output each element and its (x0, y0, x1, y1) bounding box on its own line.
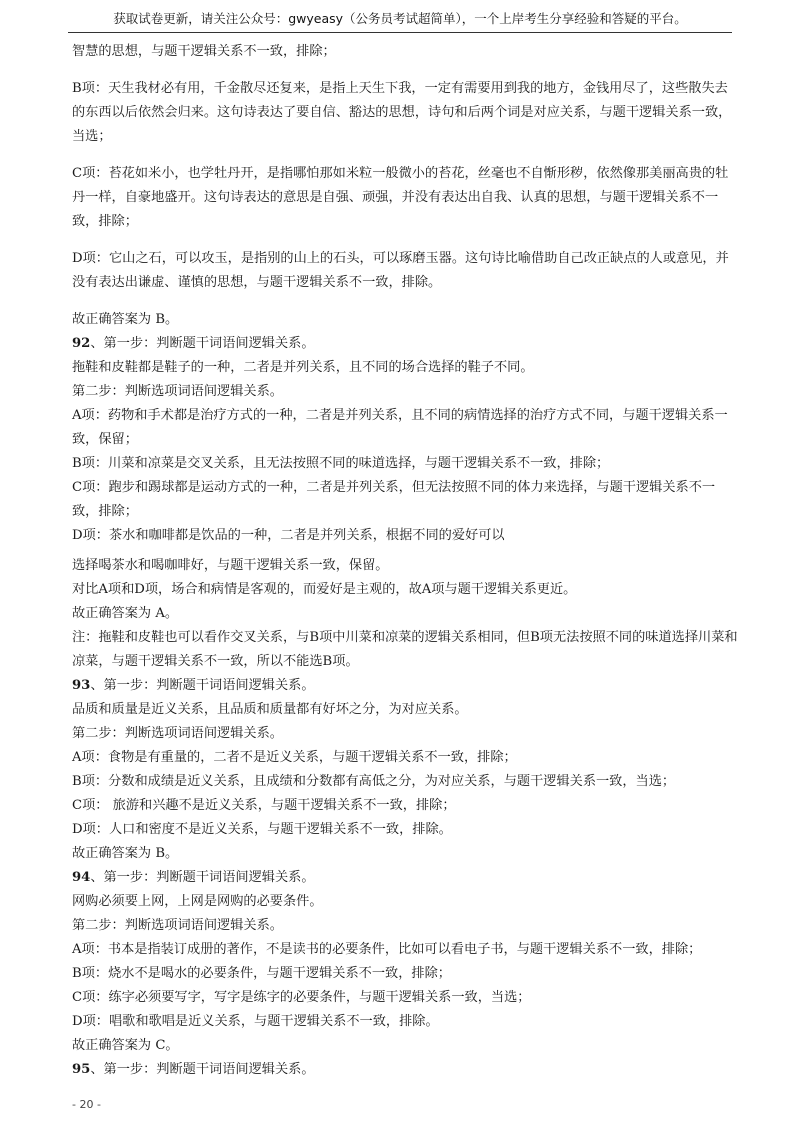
paragraph-text: A项：书本是指装订成册的著作，不是读书的必要条件，比如可以看电子书，与题干逻辑关系不一致，排除； (72, 942, 702, 957)
paragraph-text: 品质和质量是近义关系，且品质和质量都有好坏之分，为对应关系。 (72, 702, 468, 717)
paragraph-text: 故正确答案为 B。 (72, 312, 179, 327)
paragraph (72, 162, 738, 234)
paragraph-text: 第二步：判断选项词语间逻辑关系。 (72, 384, 283, 399)
paragraph (72, 818, 738, 842)
paragraph (72, 554, 738, 578)
paragraph-text: 、第一步：判断题干词语间逻辑关系。 (90, 1062, 315, 1077)
document-body (72, 40, 738, 1082)
paragraph-text: D项：它山之石，可以攻玉，是指别的山上的石头，可以琢磨玉器。这句诗比喻借助自己改正缺点的人或意见，并没有表达出谦虚、谨慎的思想，与题干逻辑关系不一致，排除。 (72, 251, 729, 290)
question-number: 94 (72, 870, 91, 885)
paragraph (72, 476, 738, 524)
paragraph-text: 网购必须要上网，上网是网购的必要条件。 (72, 894, 323, 909)
paragraph-text: 故正确答案为 A。 (72, 606, 179, 621)
paragraph-text: 拖鞋和皮鞋都是鞋子的一种，二者是并列关系，且不同的场合选择的鞋子不同。 (72, 360, 534, 375)
paragraph (72, 1034, 738, 1058)
paragraph-text: 故正确答案为 C。 (72, 1038, 179, 1053)
question-heading (72, 1058, 738, 1082)
paragraph-text: B项：烧水不是喝水的必要条件，与题干逻辑关系不一致，排除； (72, 966, 451, 981)
paragraph-text: C项： 旅游和兴趣不是近义关系，与题干逻辑关系不一致，排除； (72, 798, 456, 813)
paragraph (72, 770, 738, 794)
paragraph-text: C项：跑步和踢球都是运动方式的一种，二者是并列关系，但无法按照不同的体力来选择，与题干逻辑关系不一致，排除； (72, 480, 716, 519)
paragraph-text: 注：拖鞋和皮鞋也可以看作交叉关系，与B项中川菜和凉菜的逻辑关系相同，但B项无法按照不同的味道选择川菜和凉菜，与题干逻辑关系不一致，所以不能选B项。 (72, 630, 738, 669)
paragraph (72, 938, 738, 962)
paragraph (72, 842, 738, 866)
paragraph (72, 698, 738, 722)
paragraph-text: 选择喝茶水和喝咖啡好，与题干逻辑关系一致，保留。 (72, 558, 389, 573)
paragraph-text: A项：药物和手术都是治疗方式的一种，二者是并列关系，且不同的病情选择的治疗方式不同，与题干逻辑关系一致，保留； (72, 408, 728, 447)
paragraph (72, 914, 738, 938)
question-number: 92 (72, 336, 91, 351)
paragraph (72, 356, 738, 380)
question-number: 95 (72, 1062, 91, 1077)
paragraph (72, 380, 738, 404)
paragraph (72, 746, 738, 770)
paragraph-text: A项：食物是有重量的，二者不是近义关系，与题干逻辑关系不一致，排除； (72, 750, 517, 765)
paragraph (72, 602, 738, 626)
paragraph-text: D项：人口和密度不是近义关系，与题干逻辑关系不一致，排除。 (72, 822, 452, 837)
paragraph-text: 故正确答案为 B。 (72, 846, 179, 861)
paragraph-text: 第二步：判断选项词语间逻辑关系。 (72, 918, 283, 933)
paragraph-text: 、第一步：判断题干词语间逻辑关系。 (90, 678, 315, 693)
paragraph (72, 40, 738, 64)
paragraph-text: 、第一步：判断题干词语间逻辑关系。 (90, 870, 315, 885)
paragraph-text: B项：川菜和凉菜是交叉关系，且无法按照不同的味道选择，与题干逻辑关系不一致，排除； (72, 456, 610, 471)
question-heading (72, 332, 738, 356)
paragraph (72, 794, 738, 818)
paragraph-text: 智慧的思想，与题干逻辑关系不一致，排除； (72, 44, 336, 59)
paragraph (72, 890, 738, 914)
paragraph (72, 524, 738, 548)
paragraph (72, 77, 738, 149)
paragraph (72, 962, 738, 986)
page-number: - 20 - (72, 1098, 101, 1111)
page-header: 获取试卷更新，请关注公众号：gwyeasy（公务员考试超简单），一个上岸考生分享经验和答疑的平台。 (68, 8, 732, 33)
paragraph (72, 404, 738, 452)
paragraph-text: C项：练字必须要写字，写字是练字的必要条件，与题干逻辑关系一致，当选； (72, 990, 531, 1005)
paragraph (72, 452, 738, 476)
paragraph-text: B项：天生我材必有用，千金散尽还复来，是指上天生下我，一定有需要用到我的地方，金钱用尽了，这些散失去的东西以后依然会归来。这句诗表达了要自信、豁达的思想，诗句和后两个词是对应关系，与题干逻辑关系一致，当选； (72, 81, 732, 144)
paragraph (72, 722, 738, 746)
paragraph-text: D项：唱歌和歌唱是近义关系，与题干逻辑关系不一致，排除。 (72, 1014, 439, 1029)
paragraph (72, 247, 738, 295)
paragraph (72, 308, 738, 332)
paragraph (72, 626, 738, 674)
paragraph-text: 第二步：判断选项词语间逻辑关系。 (72, 726, 283, 741)
paragraph (72, 1010, 738, 1034)
paragraph-text: 对比A项和D项，场合和病情是客观的，而爱好是主观的，故A项与题干逻辑关系更近。 (72, 582, 577, 597)
paragraph (72, 578, 738, 602)
question-heading (72, 674, 738, 698)
question-heading (72, 866, 738, 890)
paragraph-text: C项：苔花如米小，也学牡丹开，是指哪怕那如米粒一般微小的苔花，丝毫也不自惭形秽，依然像那美丽高贵的牡丹一样，自豪地盛开。这句诗表达的意思是自强、顽强，并没有表达出自我、认真的思想，与题干逻辑关系不一致，排除； (72, 166, 729, 229)
paragraph (72, 986, 738, 1010)
question-number: 93 (72, 678, 91, 693)
paragraph-text: 、第一步：判断题干词语间逻辑关系。 (90, 336, 315, 351)
paragraph-text: D项：茶水和咖啡都是饮品的一种，二者是并列关系，根据不同的爱好可以 (72, 528, 505, 543)
paragraph-text: B项：分数和成绩是近义关系，且成绩和分数都有高低之分，为对应关系，与题干逻辑关系一致，当选； (72, 774, 676, 789)
